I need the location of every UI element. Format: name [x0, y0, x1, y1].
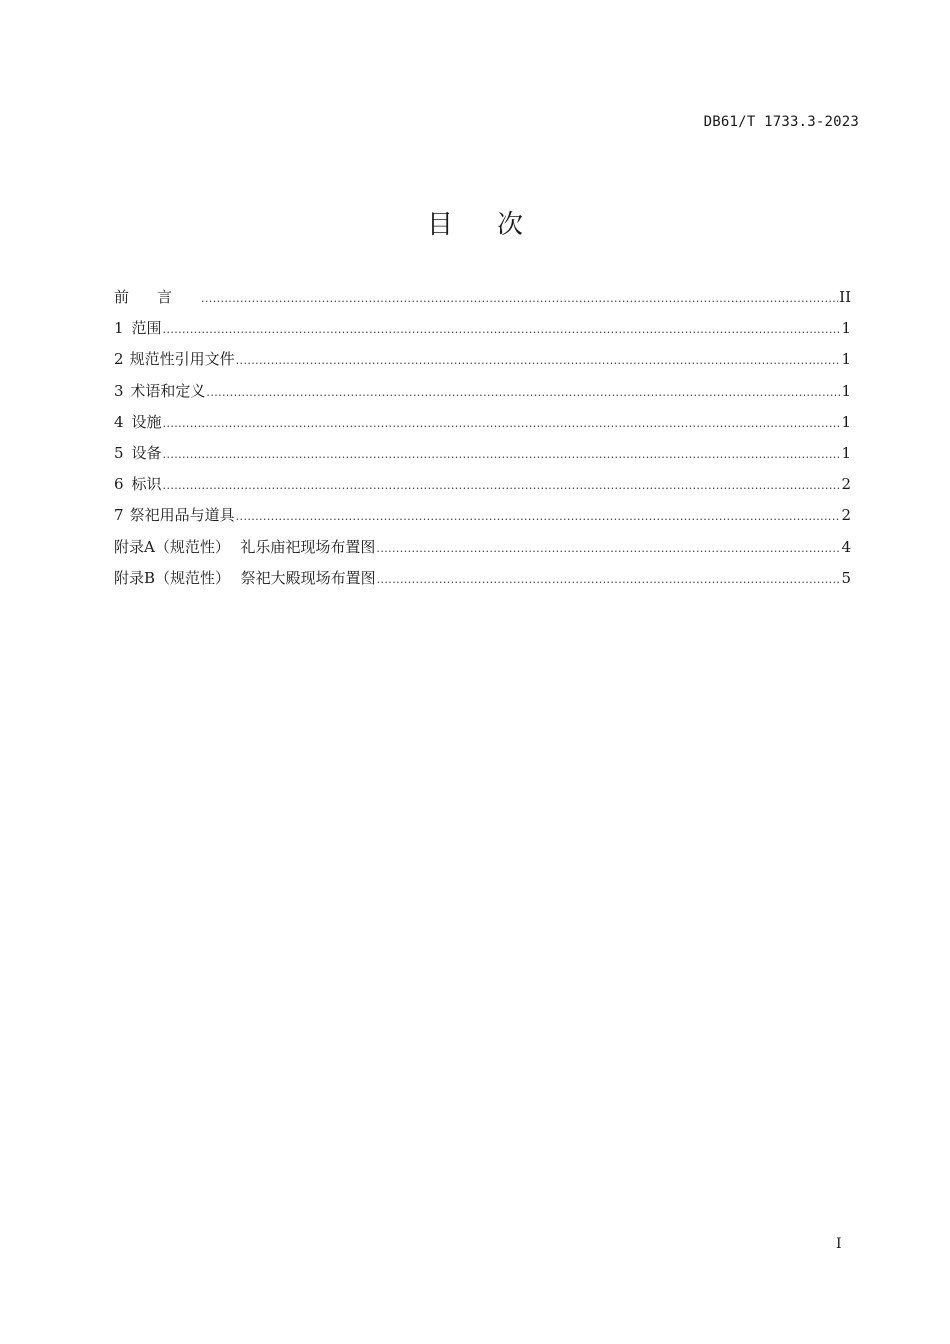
toc-entry-label: 范围 [131, 319, 162, 338]
toc-entry-terms[interactable] [114, 380, 851, 411]
toc-entry-page: 2 [841, 475, 851, 494]
toc-leader-dots [163, 319, 841, 341]
toc-entry-label: 术语和定义 [130, 381, 206, 400]
toc-entry-page: 1 [841, 381, 851, 400]
toc-leader-dots [201, 288, 838, 310]
toc-entry-appendix-b[interactable] [114, 567, 851, 598]
toc-entry-number: 4 [114, 412, 124, 431]
toc-entry-number: 5 [114, 443, 124, 462]
toc-leader-dots [163, 413, 841, 435]
toc-entry-label: 礼乐庙祀现场布置图 [240, 537, 376, 556]
table-of-contents [114, 286, 851, 598]
toc-entry-number: 附录B（规范性） [114, 568, 231, 587]
toc-entry-page: 1 [841, 412, 851, 431]
toc-entry-normative-references[interactable] [114, 348, 851, 379]
toc-leader-dots [236, 506, 841, 528]
toc-entry-scope[interactable] [114, 317, 851, 348]
toc-entry-page: 1 [841, 319, 851, 338]
toc-entry-page: 1 [841, 443, 851, 462]
toc-leader-dots [206, 382, 840, 404]
toc-entry-number: 7 [114, 506, 124, 525]
toc-entry-page: II [839, 288, 851, 306]
page-number: I [836, 1236, 842, 1252]
toc-entry-equipment[interactable] [114, 442, 851, 473]
toc-entry-ritual-items[interactable] [114, 504, 851, 535]
toc-leader-dots [376, 538, 840, 560]
toc-leader-dots [163, 475, 841, 497]
toc-entry-page: 2 [841, 506, 851, 525]
toc-entry-page: 5 [841, 568, 851, 587]
toc-entry-page: 1 [841, 350, 851, 369]
toc-entry-foreword[interactable] [114, 286, 851, 317]
toc-entry-label: 标识 [131, 475, 162, 494]
toc-entry-signage[interactable] [114, 473, 851, 504]
toc-entry-number: 2 [114, 350, 124, 369]
toc-entry-label: 设施 [131, 412, 162, 431]
toc-entry-number: 1 [114, 319, 124, 338]
toc-entry-page: 4 [841, 537, 851, 556]
toc-leader-dots [236, 350, 841, 372]
toc-entry-label: 设备 [131, 443, 162, 462]
toc-entry-label: 祭祀大殿现场布置图 [240, 568, 376, 587]
toc-entry-appendix-a[interactable] [114, 536, 851, 567]
toc-entry-number: 附录A（规范性） [114, 537, 230, 556]
toc-entry-facilities[interactable] [114, 411, 851, 442]
toc-entry-number: 6 [114, 475, 124, 494]
toc-entry-number: 3 [114, 381, 124, 400]
toc-leader-dots [377, 569, 841, 591]
toc-title: 目次 [426, 210, 567, 240]
toc-entry-label: 规范性引用文件 [129, 350, 235, 369]
standard-code: DB61/T 1733.3-2023 [703, 114, 859, 130]
toc-entry-label: 祭祀用品与道具 [129, 506, 235, 525]
toc-leader-dots [163, 444, 841, 466]
toc-entry-label: 前言 [114, 288, 201, 306]
